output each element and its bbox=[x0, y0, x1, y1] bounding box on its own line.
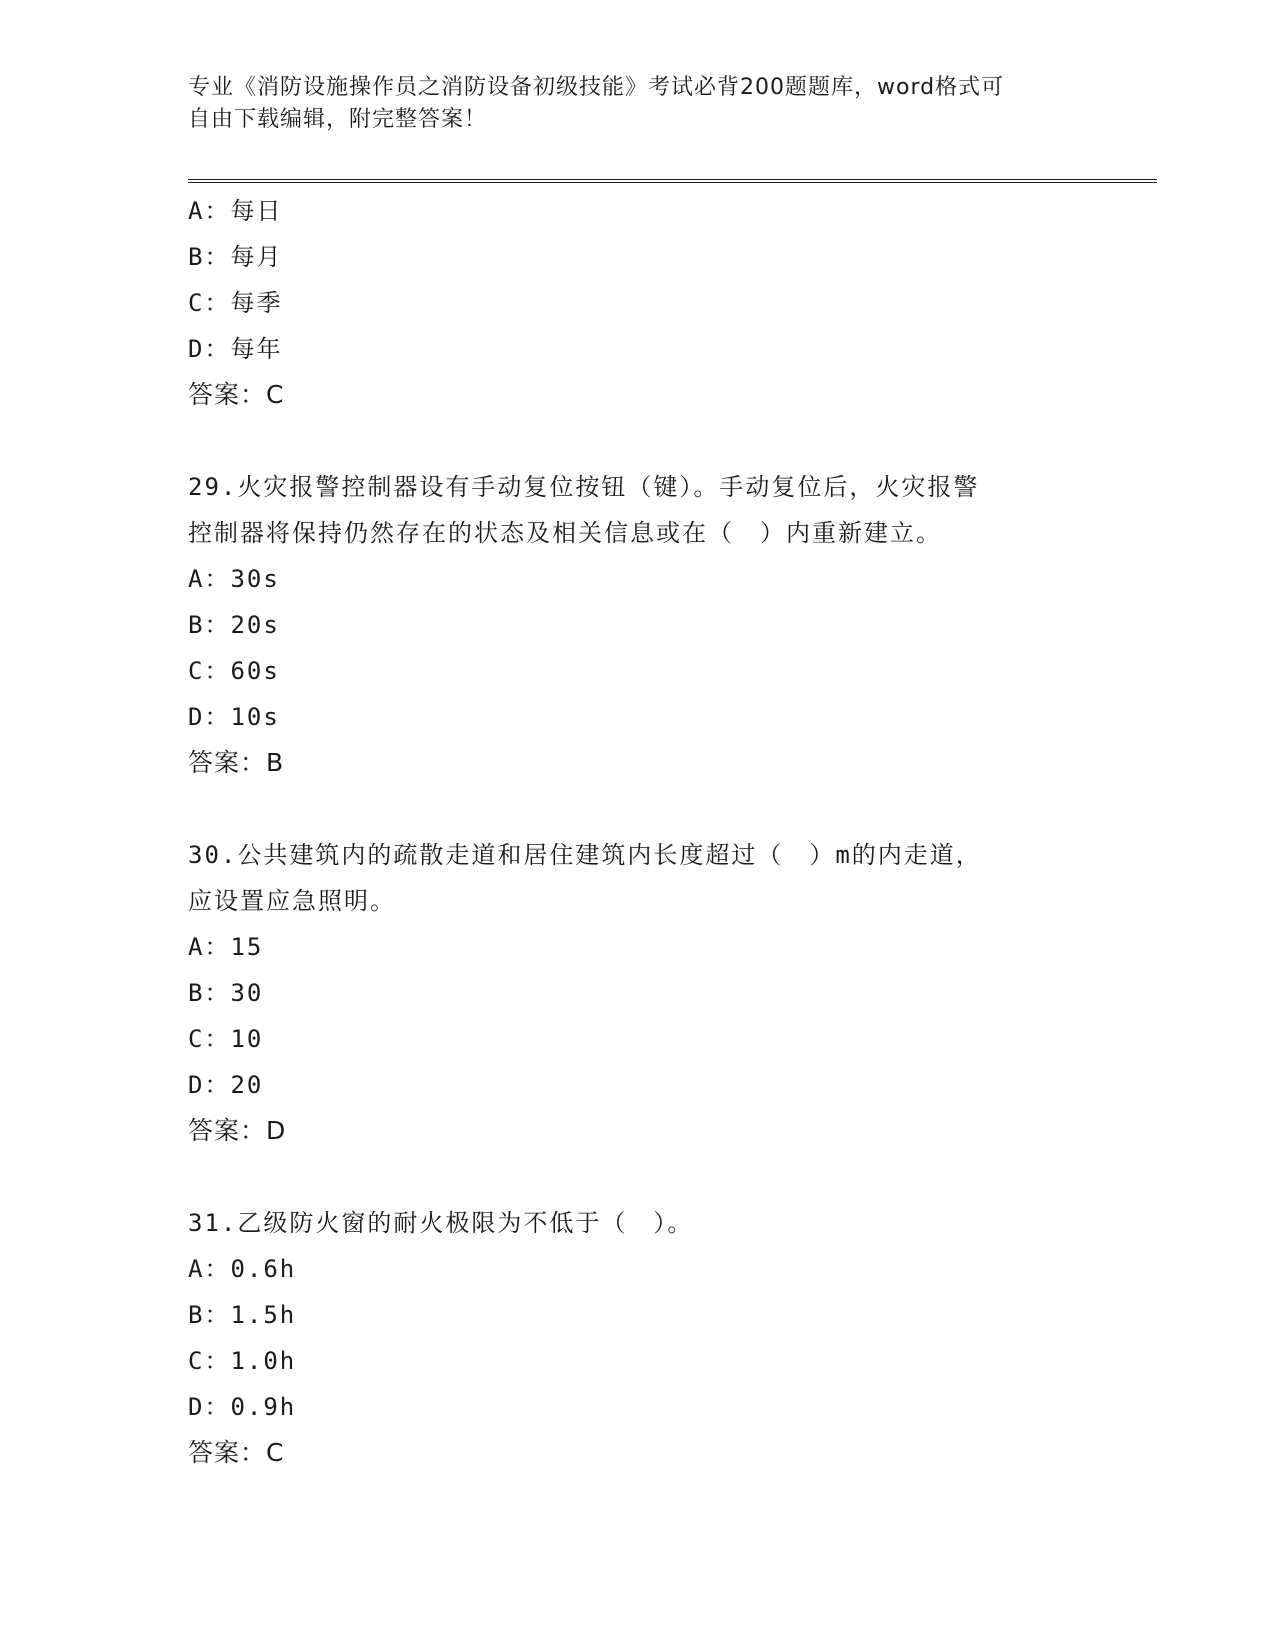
question-29 bbox=[188, 464, 1088, 786]
question-list bbox=[188, 188, 1088, 1476]
option-d: D：0.9h bbox=[188, 1393, 297, 1421]
question-text-continued: 应设置应急照明。 bbox=[188, 887, 396, 915]
question-text: 30.公共建筑内的疏散走道和居住建筑内长度超过（ ）m的内走道， bbox=[188, 841, 982, 869]
spacer bbox=[188, 418, 1088, 464]
spacer bbox=[188, 1154, 1088, 1200]
answer: 答案：D bbox=[188, 1116, 287, 1145]
option-a: A：每日 bbox=[188, 197, 283, 225]
option-a: A：30s bbox=[188, 565, 280, 593]
question-text-continued: 控制器将保持仍然存在的状态及相关信息或在（ ）内重新建立。 bbox=[188, 519, 942, 547]
option-b: B：30 bbox=[188, 979, 264, 1007]
option-c: C：每季 bbox=[188, 289, 283, 317]
question-text: 31.乙级防火窗的耐火极限为不低于（ ）。 bbox=[188, 1209, 694, 1237]
header-divider bbox=[188, 179, 1157, 183]
option-d: D：10s bbox=[188, 703, 280, 731]
option-d: D：每年 bbox=[188, 335, 283, 363]
answer: 答案：C bbox=[188, 380, 285, 409]
option-b: B：1.5h bbox=[188, 1301, 297, 1329]
option-c: C：60s bbox=[188, 657, 280, 685]
question-28 bbox=[188, 188, 1088, 418]
option-c: C：1.0h bbox=[188, 1347, 297, 1375]
option-d: D：20 bbox=[188, 1071, 264, 1099]
option-b: B：20s bbox=[188, 611, 280, 639]
answer: 答案：C bbox=[188, 1438, 285, 1467]
header-line-1: 专业《消防设施操作员之消防设备初级技能》考试必背200题题库，word格式可 bbox=[188, 75, 1005, 100]
header-line-2: 自由下载编辑，附完整答案！ bbox=[188, 107, 488, 132]
question-31 bbox=[188, 1200, 1088, 1476]
option-c: C：10 bbox=[188, 1025, 264, 1053]
page-header bbox=[188, 72, 1068, 136]
answer: 答案：B bbox=[188, 748, 285, 777]
question-30 bbox=[188, 832, 1088, 1154]
question-text: 29.火灾报警控制器设有手动复位按钮（键）。手动复位后，火灾报警 bbox=[188, 473, 980, 501]
option-a: A：0.6h bbox=[188, 1255, 297, 1283]
option-b: B：每月 bbox=[188, 243, 283, 271]
option-a: A：15 bbox=[188, 933, 264, 961]
spacer bbox=[188, 786, 1088, 832]
